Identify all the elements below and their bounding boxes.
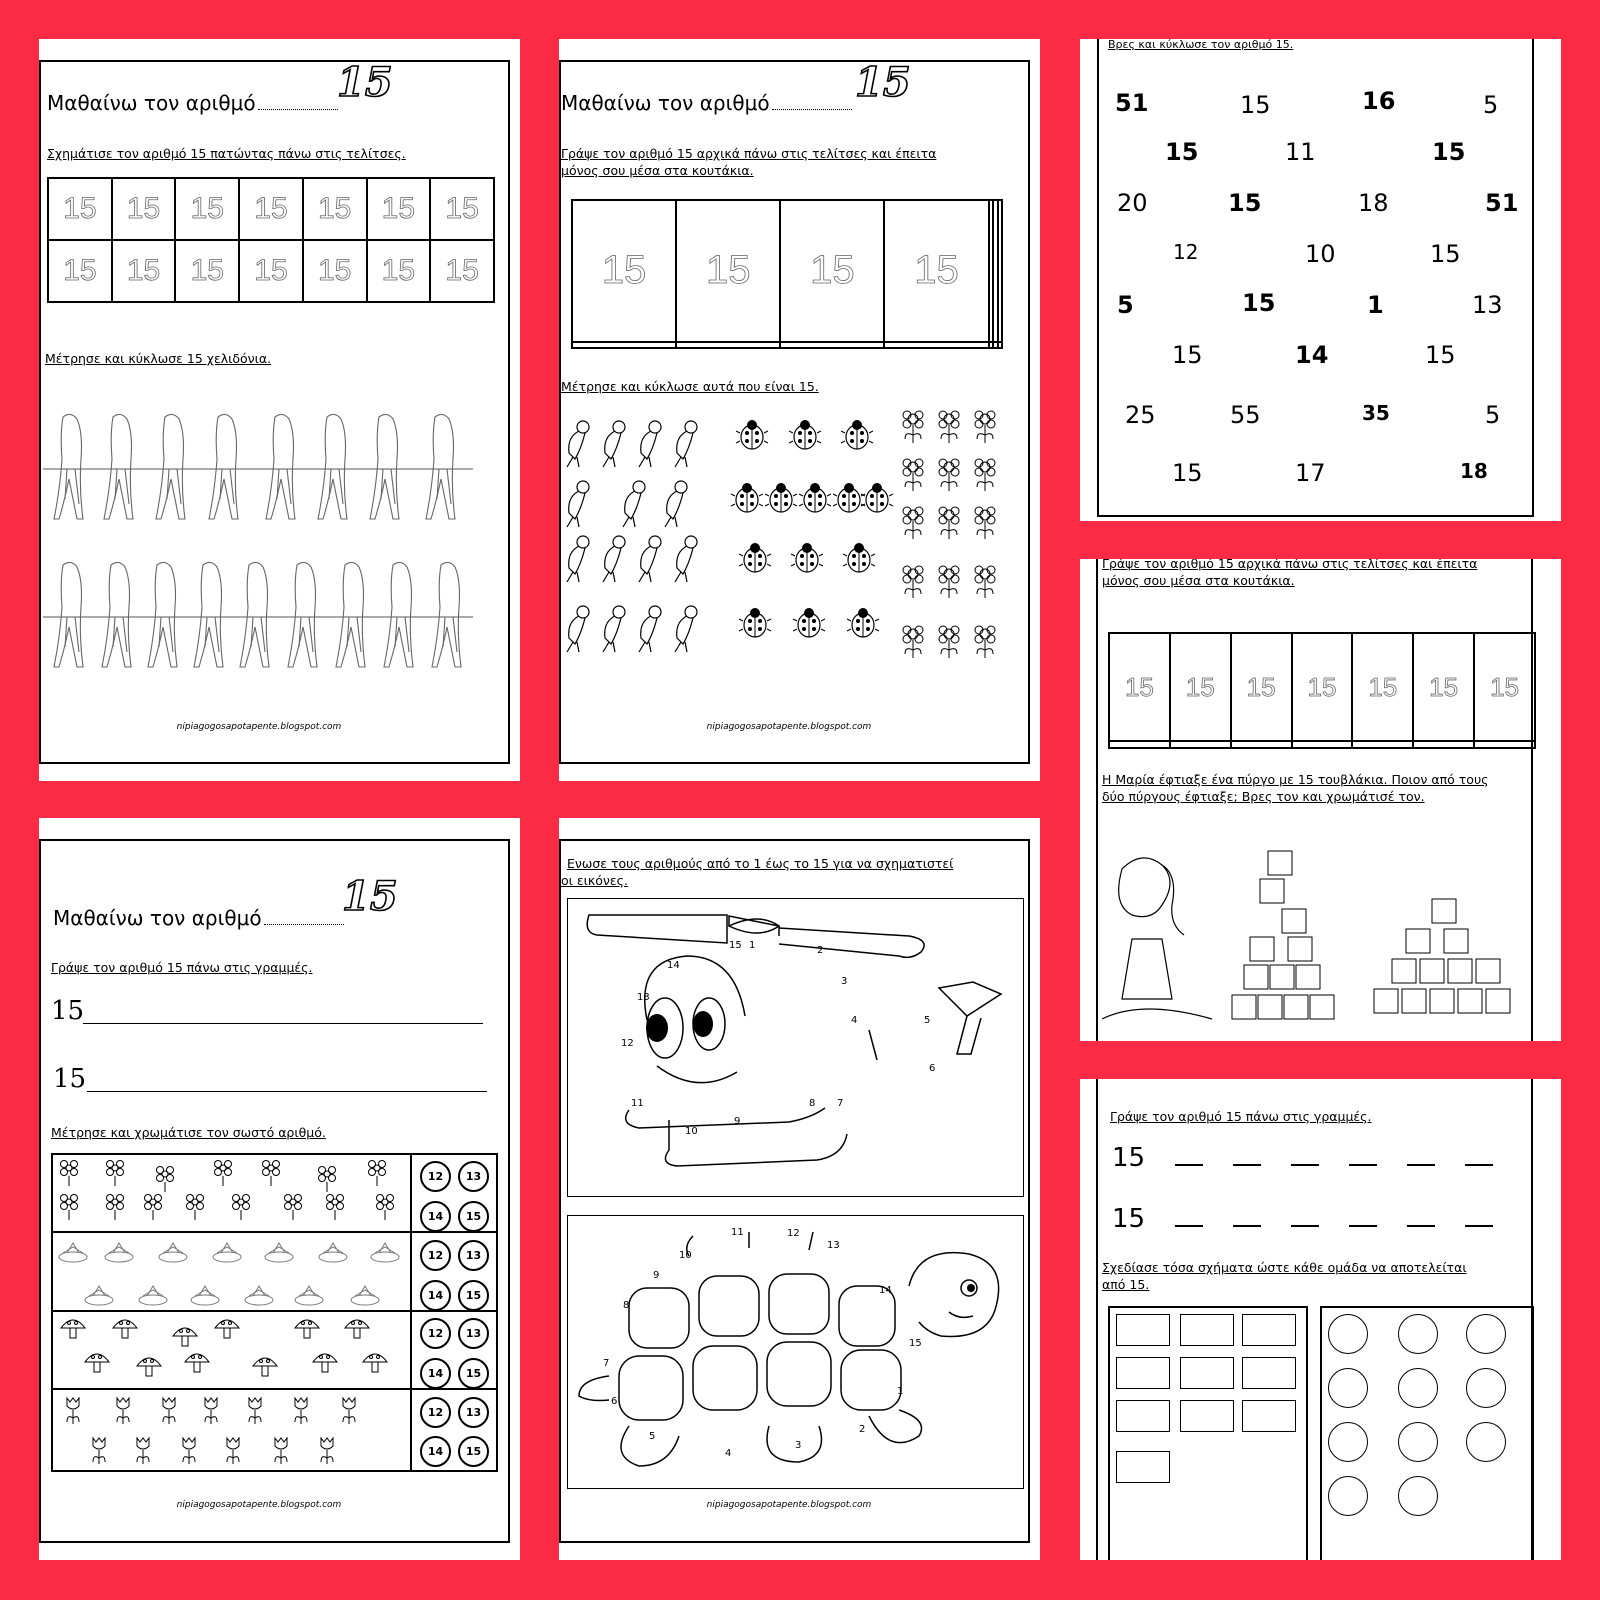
- rectangle-shape: [1242, 1314, 1296, 1346]
- instruction-count-swallows: Μέτρησε και κύκλωσε 15 χελιδόνια.: [45, 351, 272, 366]
- choice-circle[interactable]: 13: [458, 1318, 489, 1349]
- instruction-tower-line1: Η Μαρία έφτιαξε ένα πύργο με 15 τουβλάκια. Ποιον από τους: [1102, 772, 1489, 787]
- dot-number: 4: [725, 1448, 732, 1459]
- worksheet-border: [1097, 39, 1534, 517]
- footer-url: nipiagogosapotapente.blogspot.com: [176, 722, 342, 732]
- rectangle-shape: [1242, 1400, 1296, 1432]
- trace-grid: 15 15 15 15: [571, 199, 1003, 349]
- circle-shape: [1466, 1314, 1506, 1354]
- number-item[interactable]: 15: [1172, 459, 1203, 487]
- big-number-15: 15: [855, 59, 911, 106]
- dot-number: 12: [787, 1228, 800, 1239]
- worksheet-swallows: [39, 39, 520, 781]
- dot-number: 9: [653, 1270, 660, 1281]
- instruction-trace-line2: μόνος σου μέσα στα κουτάκια.: [1102, 573, 1295, 588]
- circle-shape: [1328, 1422, 1368, 1462]
- number-item[interactable]: 15: [1172, 341, 1203, 369]
- worksheet-find-15: [1080, 39, 1561, 521]
- choice-circle[interactable]: 15: [458, 1280, 489, 1311]
- number-item[interactable]: 15: [1432, 138, 1466, 166]
- birds-ladybugs-flowers-illustration: [563, 409, 1023, 719]
- number-item[interactable]: 18: [1460, 459, 1488, 483]
- choice-circle[interactable]: 14: [420, 1201, 451, 1232]
- choice-circle[interactable]: 12: [420, 1318, 451, 1349]
- instruction-tower-line2: δύο πύργους έφτιαξε; Βρες τον και χρωμάτισέ τον.: [1102, 789, 1425, 804]
- choice-circle[interactable]: 15: [458, 1436, 489, 1467]
- dash-line-row: [1112, 1204, 1493, 1234]
- trace-grid: 15 15 15 15 15 15 15: [1108, 632, 1536, 749]
- rectangle-shape: [1180, 1400, 1234, 1432]
- worksheet-count-15: [559, 39, 1040, 781]
- instruction-find-15: Βρες και κύκλωσε τον αριθμό 15.: [1108, 39, 1294, 51]
- worksheet-title: Μαθαίνω τον αριθμό: [561, 91, 852, 115]
- dot-number: 5: [924, 1015, 931, 1026]
- dot-number: 11: [631, 1098, 644, 1109]
- dot-number: 15: [909, 1338, 922, 1349]
- line-number: 15: [1112, 1143, 1146, 1173]
- rectangle-shape: [1116, 1451, 1170, 1483]
- rectangle-shape: [1116, 1357, 1170, 1389]
- number-item[interactable]: 5: [1483, 91, 1499, 119]
- number-item[interactable]: 55: [1230, 401, 1261, 429]
- dot-number: 14: [667, 960, 680, 971]
- number-item[interactable]: 51: [1485, 189, 1519, 217]
- instruction-write-lines: Γράψε τον αριθμό 15 πάνω στις γραμμές.: [1110, 1109, 1372, 1124]
- instruction-connect-line1: Ενωσε τους αριθμούς από το 1 έως το 15 για να σχηματιστεί: [567, 856, 954, 871]
- instruction-count-15: Μέτρησε και κύκλωσε αυτά που είναι 15.: [561, 379, 819, 394]
- line-number: 15: [51, 996, 85, 1026]
- dot-number: 3: [841, 976, 848, 987]
- circle-shape: [1398, 1422, 1438, 1462]
- choice-circle[interactable]: 12: [420, 1240, 451, 1271]
- number-item[interactable]: 15: [1240, 91, 1271, 119]
- choice-circle[interactable]: 14: [420, 1358, 451, 1389]
- instruction-write-lines: Γράψε τον αριθμό 15 πάνω στις γραμμές.: [51, 960, 313, 975]
- number-item[interactable]: 11: [1285, 138, 1316, 166]
- instruction-draw-line1: Σχεδίασε τόσα σχήματα ώστε κάθε ομάδα να αποτελείται: [1102, 1260, 1467, 1275]
- circle-shape: [1398, 1368, 1438, 1408]
- worksheet-title: Μαθαίνω τον αριθμό: [47, 91, 338, 115]
- number-item[interactable]: 16: [1362, 87, 1396, 115]
- big-number-15: 15: [342, 873, 398, 920]
- footer-url: nipiagogosapotapente.blogspot.com: [176, 1500, 342, 1510]
- rectangle-shape: [1180, 1314, 1234, 1346]
- dot-number: 14: [879, 1285, 892, 1296]
- rectangle-shape: [1242, 1357, 1296, 1389]
- number-item[interactable]: 14: [1295, 341, 1329, 369]
- number-item[interactable]: 5: [1485, 401, 1501, 429]
- line-number: 15: [1112, 1204, 1146, 1234]
- dot-number: 1: [897, 1386, 904, 1397]
- choice-circle[interactable]: 13: [458, 1161, 489, 1192]
- circle-shape: [1398, 1476, 1438, 1516]
- dot-number: 8: [809, 1098, 816, 1109]
- number-item[interactable]: 13: [1472, 291, 1503, 319]
- number-item[interactable]: 35: [1362, 401, 1390, 425]
- footer-url: nipiagogosapotapente.blogspot.com: [706, 722, 872, 732]
- trace-grid: 15 15 15 15 15 15 15 15 15 15 15 15 15 15: [47, 177, 495, 303]
- instruction-count-color: Μέτρησε και χρωμάτισε τον σωστό αριθμό.: [51, 1125, 326, 1140]
- swallows-illustration: [43, 399, 483, 699]
- dot-number: 10: [679, 1250, 692, 1261]
- instruction-trace-line1: Γράψε τον αριθμό 15 αρχικά πάνω στις τελίτσες και έπειτα: [1102, 559, 1478, 571]
- choice-circle[interactable]: 15: [458, 1201, 489, 1232]
- number-item[interactable]: 15: [1242, 289, 1276, 317]
- dot-number: 2: [817, 945, 824, 956]
- number-item[interactable]: 17: [1295, 459, 1326, 487]
- number-item[interactable]: 10: [1305, 240, 1336, 268]
- line-number: 15: [53, 1064, 87, 1094]
- instruction-draw-line2: από 15.: [1102, 1277, 1150, 1292]
- dot-number: 8: [623, 1300, 630, 1311]
- number-item[interactable]: 5: [1117, 291, 1134, 319]
- choice-circle[interactable]: 12: [420, 1161, 451, 1192]
- girl-and-towers-illustration: [1102, 849, 1542, 1041]
- number-item[interactable]: 12: [1173, 240, 1199, 264]
- dot-number: 15: [729, 940, 742, 951]
- dot-number: 6: [929, 1063, 936, 1074]
- dot-number: 13: [637, 992, 650, 1003]
- helicopter-drawing: [569, 900, 1021, 1194]
- dot-number: 10: [685, 1126, 698, 1137]
- dot-number: 3: [795, 1440, 802, 1451]
- rectangle-shape: [1180, 1357, 1234, 1389]
- dot-number: 6: [611, 1396, 618, 1407]
- number-item[interactable]: 1: [1367, 291, 1384, 319]
- choice-circle[interactable]: 12: [420, 1397, 451, 1428]
- instruction-connect-line2: οι εικόνες.: [561, 873, 628, 888]
- circle-shape: [1466, 1422, 1506, 1462]
- dot-number: 7: [603, 1358, 610, 1369]
- write-line[interactable]: [87, 1091, 487, 1092]
- dot-number: 13: [827, 1240, 840, 1251]
- number-item[interactable]: 15: [1165, 138, 1199, 166]
- worksheet-connect-dots: [559, 818, 1040, 1560]
- number-item[interactable]: 15: [1430, 240, 1461, 268]
- dot-number: 1: [749, 940, 756, 951]
- choice-circle[interactable]: 14: [420, 1280, 451, 1311]
- dot-number: 7: [837, 1098, 844, 1109]
- footer-url: nipiagogosapotapente.blogspot.com: [706, 1500, 872, 1510]
- worksheet-draw-shapes: [1080, 1079, 1561, 1560]
- dash-line-row: [1112, 1143, 1493, 1173]
- circle-shape: [1328, 1368, 1368, 1408]
- dot-number: 4: [851, 1015, 858, 1026]
- number-item[interactable]: 15: [1228, 189, 1262, 217]
- instruction-trace: Σχημάτισε τον αριθμό 15 πατώντας πάνω στις τελίτσες.: [47, 146, 406, 161]
- rectangle-shape: [1116, 1400, 1170, 1432]
- choice-circle[interactable]: 15: [458, 1358, 489, 1389]
- write-line[interactable]: [83, 1023, 483, 1024]
- dot-number: 11: [731, 1227, 744, 1238]
- rectangle-shape: [1116, 1314, 1170, 1346]
- worksheet-towers: [1080, 559, 1561, 1041]
- worksheet-write-color: [39, 818, 520, 1560]
- dot-number: 9: [734, 1116, 741, 1127]
- instruction-trace-line1: Γράψε τον αριθμό 15 αρχικά πάνω στις τελίτσες και έπειτα: [561, 146, 937, 161]
- choice-circle[interactable]: 13: [458, 1397, 489, 1428]
- circle-shape: [1398, 1314, 1438, 1354]
- worksheet-title: Μαθαίνω τον αριθμό: [53, 906, 344, 930]
- dot-number: 2: [859, 1424, 866, 1435]
- choice-circle[interactable]: 13: [458, 1240, 489, 1271]
- number-item[interactable]: 15: [1425, 341, 1456, 369]
- circle-shape: [1466, 1368, 1506, 1408]
- dot-number: 12: [621, 1038, 634, 1049]
- dot-number: 5: [649, 1431, 656, 1442]
- circle-shape: [1328, 1314, 1368, 1354]
- flowers-lilies-mushrooms-tulips-illustration: [55, 1156, 407, 1466]
- number-item[interactable]: 51: [1115, 89, 1149, 117]
- number-item[interactable]: 20: [1117, 189, 1148, 217]
- number-item[interactable]: 18: [1358, 189, 1389, 217]
- big-number-15: 15: [337, 59, 393, 106]
- instruction-trace-line2: μόνος σου μέσα στα κουτάκια.: [561, 163, 754, 178]
- number-item[interactable]: 25: [1125, 401, 1156, 429]
- circle-shape: [1328, 1476, 1368, 1516]
- choice-circle[interactable]: 14: [420, 1436, 451, 1467]
